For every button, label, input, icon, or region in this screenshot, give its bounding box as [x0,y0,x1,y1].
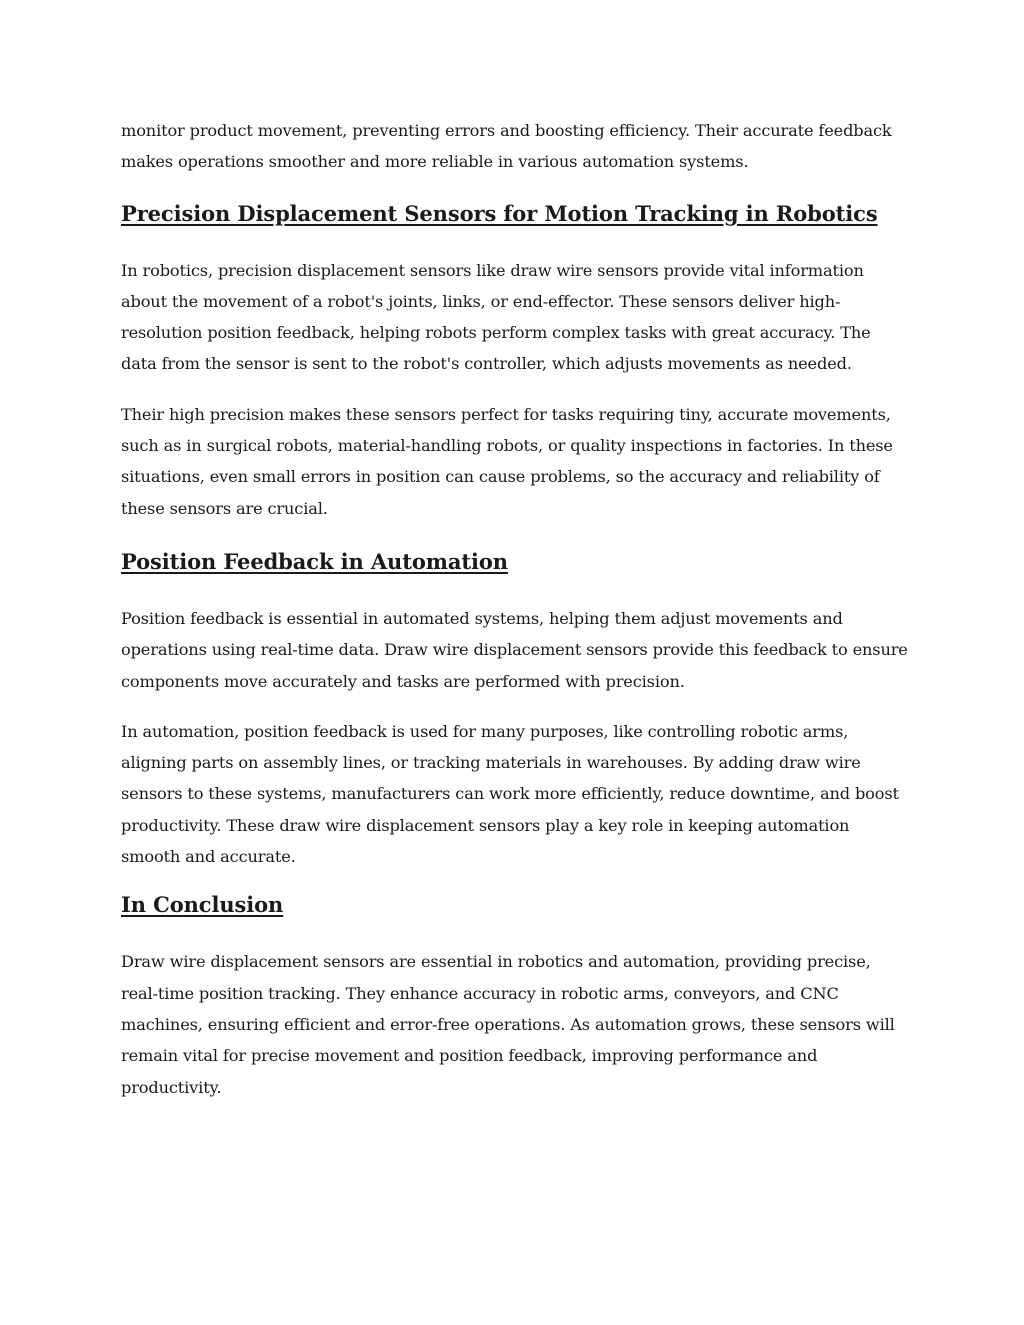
section-paragraph: Their high precision makes these sensors perfect for tasks requiring tiny, accurate movements, such as in surgical robots, material-handling robots, or quality inspections in factories. In these situations, even small errors in position can cause problems, so the accuracy and reliability of these sensors are crucial. [121,404,893,518]
section-heading-conclusion: In Conclusion [121,892,284,918]
section-paragraph: Draw wire displacement sensors are essential in robotics and automation, providing precise, real-time position tracking. They enhance accuracy in robotic arms, conveyors, and CNC machines, ensuring efficient and error-free operations. As automation grows, these sensors will remain vital for precise movement and position feedback, improving performance and productivity. [121,952,895,1097]
intro-paragraph: monitor product movement, preventing errors and boosting efficiency. Their accurate feedback makes operations smoother and more reliable in various automation systems. [121,121,892,172]
section-heading-precision-sensors: Precision Displacement Sensors for Motion Tracking in Robotics [121,200,878,226]
section-paragraph: In robotics, precision displacement sensors like draw wire sensors provide vital information about the movement of a robot's joints, links, or end-effector. These sensors deliver high-resolution position feedback, helping robots perform complex tasks with great accuracy. The data from the sensor is sent to the robot's controller, which adjusts movements as needed. [121,260,871,374]
section-paragraph: Position feedback is essential in automated systems, helping them adjust movements and operations using real-time data. Draw wire displacement sensors provide this feedback to ensure components move accurately and tasks are performed with precision. [121,608,908,691]
document-page [121,115,911,1122]
section-paragraph: In automation, position feedback is used for many purposes, like controlling robotic arms, aligning parts on assembly lines, or tracking materials in warehouses. By adding draw wire sensors to these systems, manufacturers can work more efficiently, reduce downtime, and boost productivity. These draw wire displacement sensors play a key role in keeping automation smooth and accurate. [121,721,899,867]
section-heading-position-feedback: Position Feedback in Automation [121,548,508,574]
